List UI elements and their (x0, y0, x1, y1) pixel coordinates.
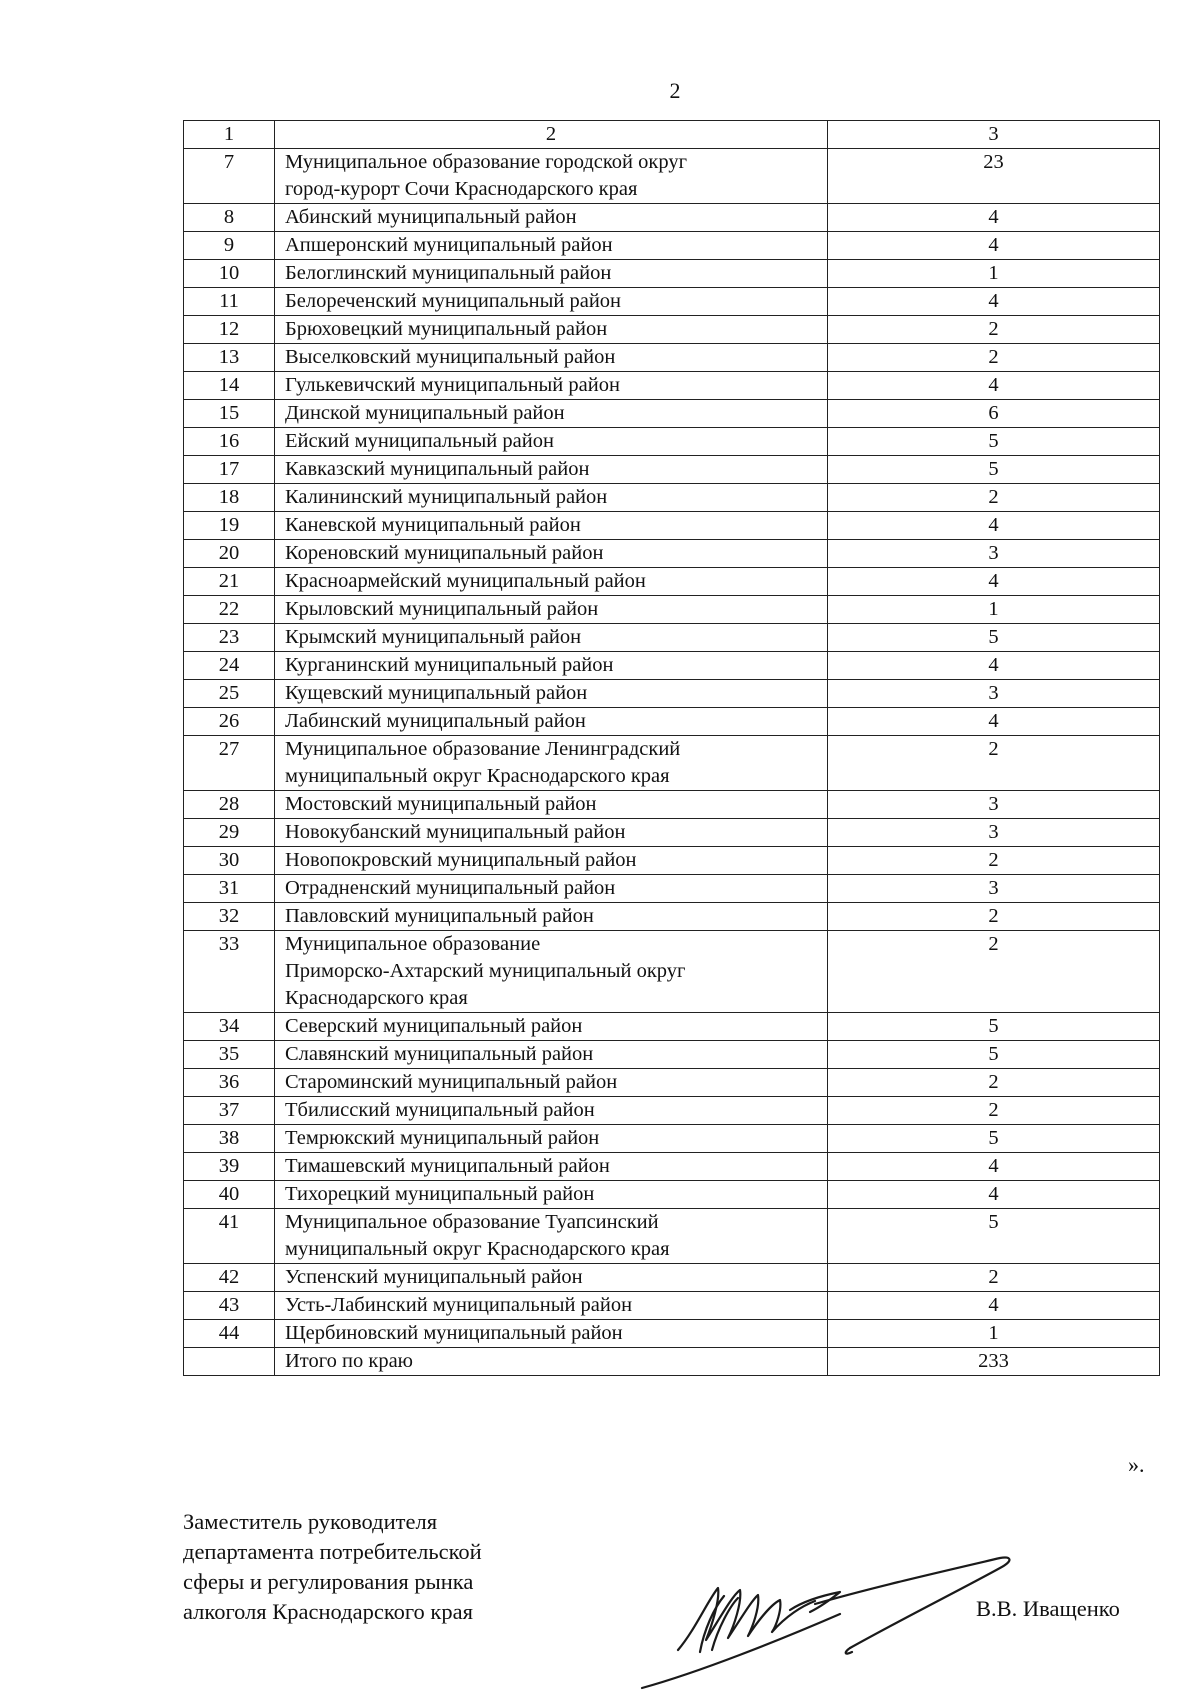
row-number (184, 1348, 275, 1376)
table-row (184, 568, 1160, 596)
count-value: 2 (828, 736, 1160, 791)
row-number: 11 (184, 288, 275, 316)
municipality-name-line: Славянский муниципальный район (285, 1043, 594, 1065)
closing-quote: ». (1128, 1452, 1145, 1477)
municipality-name-line: Выселковский муниципальный район (285, 346, 616, 368)
municipality-name-line: Каневской муниципальный район (285, 514, 581, 536)
municipality-name-line: Муниципальное образование Туапсинский (285, 1211, 659, 1233)
municipality-name (275, 1181, 828, 1209)
row-number: 13 (184, 344, 275, 372)
table-row (184, 1013, 1160, 1041)
table-row (184, 1292, 1160, 1320)
table-row (184, 512, 1160, 540)
count-value: 1 (828, 596, 1160, 624)
table-row (184, 791, 1160, 819)
municipality-name (275, 1292, 828, 1320)
municipality-name (275, 1097, 828, 1125)
row-number: 32 (184, 903, 275, 931)
table-row (184, 540, 1160, 568)
count-value: 5 (828, 1125, 1160, 1153)
count-value: 6 (828, 400, 1160, 428)
municipality-name-line: Лабинский муниципальный район (285, 710, 586, 732)
municipality-name-line: Кавказский муниципальный район (285, 458, 590, 480)
signer-title-line: сферы и регулирования рынка (183, 1569, 474, 1594)
municipality-name-line: Успенский муниципальный район (285, 1266, 583, 1288)
count-value: 2 (828, 1097, 1160, 1125)
signer-title-line: департамента потребительской (183, 1539, 482, 1564)
municipality-name-line: Ейский муниципальный район (285, 430, 554, 452)
table-row (184, 1041, 1160, 1069)
row-number: 7 (184, 149, 275, 204)
row-number: 21 (184, 568, 275, 596)
municipality-name (275, 624, 828, 652)
municipality-name (275, 1264, 828, 1292)
municipality-name-line: Кущевский муниципальный район (285, 682, 588, 704)
count-value: 4 (828, 204, 1160, 232)
row-number: 41 (184, 1209, 275, 1264)
municipality-name (275, 149, 828, 204)
count-value: 3 (828, 680, 1160, 708)
municipality-name (275, 568, 828, 596)
municipality-name-line: Тимашевский муниципальный район (285, 1155, 610, 1177)
municipality-name-line: Краснодарского края (285, 987, 468, 1009)
row-number: 43 (184, 1292, 275, 1320)
municipality-name (275, 512, 828, 540)
municipality-name (275, 596, 828, 624)
municipality-name-line: Мостовский муниципальный район (285, 793, 597, 815)
row-number: 14 (184, 372, 275, 400)
municipality-name-line: Тбилисский муниципальный район (285, 1099, 595, 1121)
municipality-name (275, 931, 828, 1013)
row-number: 35 (184, 1041, 275, 1069)
municipality-name (275, 288, 828, 316)
row-number: 30 (184, 847, 275, 875)
municipality-name-line: муниципальный округ Краснодарского края (285, 765, 670, 787)
table-row (184, 1264, 1160, 1292)
municipality-name-line: Темрюкский муниципальный район (285, 1127, 600, 1149)
municipality-name (275, 1209, 828, 1264)
table-row (184, 680, 1160, 708)
count-value: 2 (828, 847, 1160, 875)
table-row (184, 288, 1160, 316)
count-value: 2 (828, 1069, 1160, 1097)
municipality-name-line: Кореновский муниципальный район (285, 542, 604, 564)
allocation-table (183, 120, 1160, 1376)
municipality-name (275, 680, 828, 708)
count-value: 3 (828, 791, 1160, 819)
municipality-name (275, 1041, 828, 1069)
handwritten-signature (640, 1500, 1060, 1690)
row-number: 17 (184, 456, 275, 484)
municipality-name-line: Муниципальное образование (285, 933, 541, 955)
count-value: 2 (828, 931, 1160, 1013)
count-value: 2 (828, 1264, 1160, 1292)
municipality-name-line: Отрадненский муниципальный район (285, 877, 616, 899)
municipality-name (275, 400, 828, 428)
signer-title-line: Заместитель руководителя (183, 1509, 438, 1534)
municipality-name (275, 652, 828, 680)
table-row (184, 736, 1160, 791)
municipality-name-line: Абинский муниципальный район (285, 206, 577, 228)
count-value: 2 (828, 903, 1160, 931)
municipality-name-line: Итого по краю (285, 1350, 413, 1372)
count-value: 4 (828, 1181, 1160, 1209)
municipality-name (275, 232, 828, 260)
table-row (184, 652, 1160, 680)
municipality-name-line: Крымский муниципальный район (285, 626, 582, 648)
row-number: 23 (184, 624, 275, 652)
municipality-name (275, 540, 828, 568)
table-row (184, 428, 1160, 456)
count-value: 1 (828, 1320, 1160, 1348)
municipality-name-line: Тихорецкий муниципальный район (285, 1183, 595, 1205)
table-row (184, 1125, 1160, 1153)
table-row (184, 1181, 1160, 1209)
table-row (184, 372, 1160, 400)
municipality-name (275, 875, 828, 903)
row-number: 39 (184, 1153, 275, 1181)
row-number: 42 (184, 1264, 275, 1292)
municipality-name-line: Северский муниципальный район (285, 1015, 583, 1037)
table-row (184, 847, 1160, 875)
count-value: 5 (828, 456, 1160, 484)
count-value: 4 (828, 372, 1160, 400)
municipality-name-line: Павловский муниципальный район (285, 905, 594, 927)
municipality-name (275, 791, 828, 819)
municipality-name (275, 903, 828, 931)
row-number: 22 (184, 596, 275, 624)
table-row (184, 204, 1160, 232)
signer-title (183, 1507, 482, 1627)
row-number: 25 (184, 680, 275, 708)
municipality-name-line: Брюховецкий муниципальный район (285, 318, 608, 340)
row-number: 24 (184, 652, 275, 680)
row-number: 12 (184, 316, 275, 344)
signer-title-line: алкоголя Краснодарского края (183, 1599, 473, 1624)
count-value: 2 (828, 344, 1160, 372)
table-row (184, 484, 1160, 512)
municipality-name (275, 1013, 828, 1041)
table-row (184, 260, 1160, 288)
table-row (184, 1153, 1160, 1181)
table-row (184, 819, 1160, 847)
row-number: 19 (184, 512, 275, 540)
municipality-name-line: Курганинский муниципальный район (285, 654, 614, 676)
municipality-name (275, 344, 828, 372)
count-value: 5 (828, 1013, 1160, 1041)
count-value: 4 (828, 708, 1160, 736)
municipality-name-line: Староминский муниципальный район (285, 1071, 618, 1093)
page-number: 2 (669, 78, 681, 103)
table-row (184, 316, 1160, 344)
row-number: 10 (184, 260, 275, 288)
municipality-name (275, 1125, 828, 1153)
municipality-name-line: Гулькевичский муниципальный район (285, 374, 620, 396)
municipality-name (275, 1348, 828, 1376)
count-value: 23 (828, 149, 1160, 204)
row-number: 38 (184, 1125, 275, 1153)
count-value: 233 (828, 1348, 1160, 1376)
table-body (184, 121, 1160, 1376)
row-number: 31 (184, 875, 275, 903)
table-row (184, 232, 1160, 260)
row-number: 15 (184, 400, 275, 428)
table-total-row (184, 1348, 1160, 1376)
municipality-name-line: Муниципальное образование городской округ (285, 151, 688, 173)
municipality-name-line: Приморско-Ахтарский муниципальный округ (285, 960, 686, 982)
row-number: 40 (184, 1181, 275, 1209)
row-number: 29 (184, 819, 275, 847)
municipality-name-line: Апшеронский муниципальный район (285, 234, 613, 256)
table-row (184, 1069, 1160, 1097)
count-value: 5 (828, 624, 1160, 652)
table-header-row (184, 121, 1160, 149)
municipality-name (275, 456, 828, 484)
municipality-name (275, 736, 828, 791)
table-row (184, 708, 1160, 736)
count-value: 2 (828, 484, 1160, 512)
count-value: 3 (828, 819, 1160, 847)
municipality-name (275, 819, 828, 847)
municipality-name (275, 204, 828, 232)
table-row (184, 1209, 1160, 1264)
municipality-name (275, 1320, 828, 1348)
municipality-name (275, 1153, 828, 1181)
municipality-name (275, 484, 828, 512)
row-number: 9 (184, 232, 275, 260)
count-value: 1 (828, 260, 1160, 288)
row-number: 8 (184, 204, 275, 232)
municipality-name-line: Щербиновский муниципальный район (285, 1322, 623, 1344)
table-row (184, 400, 1160, 428)
table-row (184, 1320, 1160, 1348)
table-row (184, 931, 1160, 1013)
municipality-name-line: Новокубанский муниципальный район (285, 821, 626, 843)
row-number: 26 (184, 708, 275, 736)
municipality-name-line: Белореченский муниципальный район (285, 290, 622, 312)
count-value: 5 (828, 1209, 1160, 1264)
municipality-name-line: Муниципальное образование Ленинградский (285, 738, 681, 760)
municipality-name-line: Калининский муниципальный район (285, 486, 608, 508)
municipality-name-line: Усть-Лабинский муниципальный район (285, 1294, 633, 1316)
count-value: 3 (828, 540, 1160, 568)
table-row (184, 903, 1160, 931)
table-row (184, 456, 1160, 484)
municipality-name (275, 708, 828, 736)
count-value: 4 (828, 568, 1160, 596)
row-number: 18 (184, 484, 275, 512)
row-number: 33 (184, 931, 275, 1013)
count-value: 3 (828, 875, 1160, 903)
table-row (184, 624, 1160, 652)
header-col-3: 3 (828, 121, 1160, 149)
row-number: 44 (184, 1320, 275, 1348)
count-value: 5 (828, 1041, 1160, 1069)
count-value: 4 (828, 652, 1160, 680)
row-number: 37 (184, 1097, 275, 1125)
municipality-name (275, 847, 828, 875)
header-col-2: 2 (275, 121, 828, 149)
row-number: 36 (184, 1069, 275, 1097)
municipality-name-line: Белоглинский муниципальный район (285, 262, 612, 284)
row-number: 34 (184, 1013, 275, 1041)
count-value: 2 (828, 316, 1160, 344)
municipality-name-line: муниципальный округ Краснодарского края (285, 1238, 670, 1260)
municipality-name (275, 1069, 828, 1097)
municipality-name (275, 260, 828, 288)
row-number: 16 (184, 428, 275, 456)
municipality-name-line: Динской муниципальный район (285, 402, 565, 424)
count-value: 4 (828, 232, 1160, 260)
municipality-name-line: Крыловский муниципальный район (285, 598, 599, 620)
table-row (184, 875, 1160, 903)
table-row (184, 344, 1160, 372)
municipality-name-line: город-курорт Сочи Краснодарского края (285, 178, 638, 200)
count-value: 5 (828, 428, 1160, 456)
municipality-name-line: Красноармейский муниципальный район (285, 570, 646, 592)
count-value: 4 (828, 512, 1160, 540)
row-number: 20 (184, 540, 275, 568)
municipality-name-line: Новопокровский муниципальный район (285, 849, 637, 871)
signer-name: В.В. Иващенко (976, 1596, 1120, 1621)
count-value: 4 (828, 1292, 1160, 1320)
table-row (184, 1097, 1160, 1125)
table-row (184, 149, 1160, 204)
table-row (184, 596, 1160, 624)
row-number: 28 (184, 791, 275, 819)
municipality-name (275, 316, 828, 344)
municipality-name (275, 372, 828, 400)
count-value: 4 (828, 288, 1160, 316)
row-number: 27 (184, 736, 275, 791)
header-col-1: 1 (184, 121, 275, 149)
count-value: 4 (828, 1153, 1160, 1181)
municipality-name (275, 428, 828, 456)
